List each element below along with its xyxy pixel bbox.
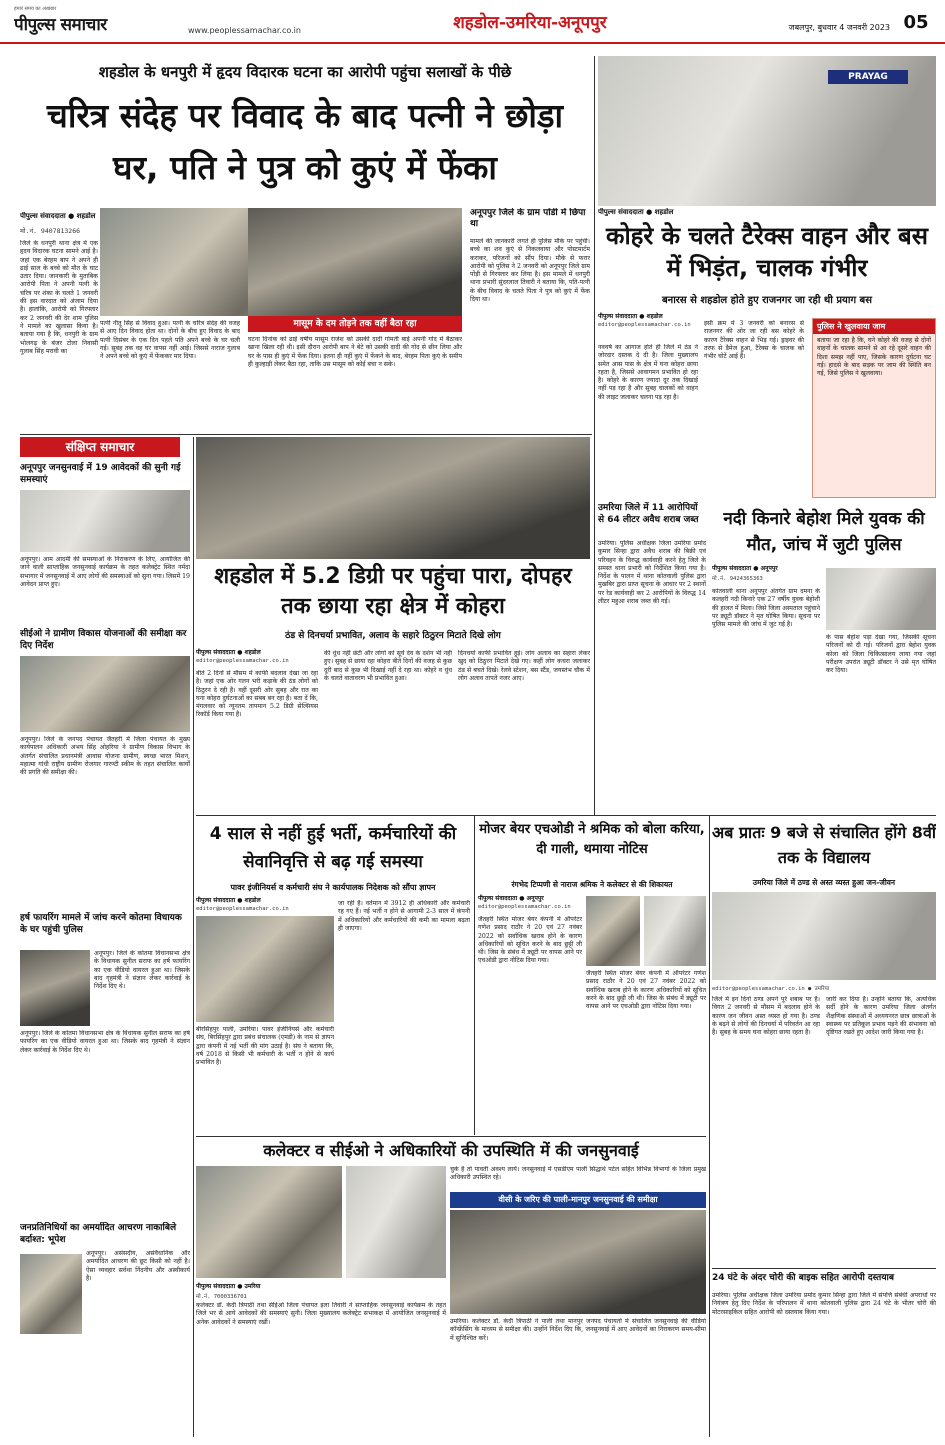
- hearing-photo-1: [196, 1166, 342, 1278]
- samachar-1-photo: [20, 490, 190, 552]
- recruit-email: editor@peoplessamachar.co.in: [196, 906, 289, 912]
- lead-body-4: मामले की जानकारी लगते ही पुलिस मौके पर पहुंची। बच्चे का शव कुएं से निकलवाया और पोस्टमार्टम कराकर, परिजनों को सौंप दिया। मौके से फरार आरोपी को पुलिस ने 2 जनवरी को अनूपपुर जिले ग्राम पोंड़ी से गिरफ्तार कर लिया है। इस मामले में धनपुरी थाना प्रभारी सुंदरलाल तिवारी ने बताया कि, पति-पत्नी के बीच विवाद के चलते पिता ने पुत्र को कुएं में फेंक दिया था।: [470, 238, 590, 304]
- dateline: जबलपुर, बुधवार 4 जनवरी 2023: [788, 23, 890, 32]
- bus-name-board: PRAYAG: [828, 70, 908, 84]
- masthead: [0, 0, 945, 44]
- samachar-3-title: हर्ष फायरिंग मामले में जांच करने कोतमा विधायक के घर पहुंची पुलिस: [20, 913, 182, 935]
- crash-subhead: बनारस से शहडोल होते हुए राजनगर जा रही थी प्रयाग बस: [661, 295, 873, 306]
- cold-subhead: ठंड से दिनचर्या प्रभावित, अलाव के सहारे ठिठुरन मिटाते दिखे लोग: [285, 631, 501, 641]
- crash-headline: कोहरे के चलते टैरेक्स वाहन और बस में भिड़ंत, चालक गंभीर: [606, 222, 928, 282]
- crash-byline-2: पीपुल्स संवाददाता ● शहडोल: [598, 313, 663, 320]
- crash-body-1: नववर्ष का आगाज होते ही जिले में ठंड ने जोरदार दस्तक दे दी है। जिला मुख्यालय समेत आस पास के क्षेत्र में घना कोहरा छाया रहता है, जिससे आवागमन प्रभावित हो रहा है। कोहरे के कारण ज्यादा दूर तक दिखाई नहीं पड़ रहा है और सुबह चालकों को वाहन की लाइट जलाकर चलना पड़ रहा है।: [598, 344, 698, 401]
- cold-headline: शहडोल में 5.2 डिग्री पर पहुंचा पारा, दोपहर तक छाया रहा क्षेत्र में कोहरा: [214, 564, 572, 619]
- mozar-body-cont: जैतहरी स्थित मोजर बेयर कंपनी में ऑपरेटर गणेश प्रसाद राठौर ने 20 एवं 27 नवंबर 2022 को सर्वाधिक खराब होने के कारण अधिकारियों को सूचित करने के बाद छुट्टी ली थी। जिस के संबंध में ड्यूटी पर वापस आने पर एचओडी द्वारा नोटिस दिया गया।: [586, 970, 706, 1011]
- rule-col-1: [193, 437, 194, 1437]
- crash-photo: [598, 56, 936, 206]
- rule-mid: [196, 815, 936, 816]
- samachar-2-body: अनूपपुर। जिले के जनपद पंचायत जैतहरी में जिला पंचायत के मुख्य कार्यपालन अधिकारी अभय सिंह ओहरिया ने ग्रामीण विकास विभाग के अंतर्गत संचालित प्रधानमंत्री आवास योजना ग्रामीण, स्वच्छ भारत मिशन, महात्मा गांधी राष्ट्रीय ग्रामीण रोजगार गारण्टी स्कीम के तहत संचालित कार्यों की प्रगति की समीक्षा की।: [20, 736, 190, 777]
- hearing-mob: मो.नं. 7000336701: [196, 1294, 247, 1300]
- bike-headline: 24 घंटे के अंदर चोरी की बाइक सहित आरोपी दस्तयाब: [712, 1273, 895, 1283]
- logo: [14, 6, 184, 40]
- lead-kicker: शहडोल के धनपुरी में हृदय विदारक घटना का आरोपी पहुंचा सलाखों के पीछे: [98, 63, 512, 81]
- samachar-3-body: अनूपपुर। जिले के कोतमा विधानसभा क्षेत्र के विधायक सुनील सराफ का हर्ष फायरिंग का एक वीडियो वायरल हुआ था। जिसके बाद गृहमंत्री ने संज्ञान लेकर कार्रवाई के निर्देश दिए थे।: [94, 950, 190, 991]
- hearing-vc-body: उमरिया। कलेक्टर डॉ. केदी त्रिपाठी ने पाली तथा मानपुर जनपद पंचायतों में संचालित जनसुनवाई की वीडियो कॉन्फ्रेंसिंग के माध्यम से समीक्षा की। उन्होंने निर्देश दिए कि, जनसुनवाई में आए आवेदनों का निराकरण समय-सीमा में सुनिश्चित करें।: [450, 1318, 706, 1342]
- lead-photo-well: [248, 208, 462, 316]
- river-byline: पीपुल्स संवाददाता ● अनूपपुर: [712, 565, 778, 572]
- recruit-body-1: बीरसिंहपुर पाली, उमरिया। पावर इंजीनियर्स और कर्मचारी संघ, बिरसिंहपुर द्वारा प्रबंध संचालक (एमडी) के नाम से ज्ञापन द्वारा कंपनी में नई भर्ती की मांग उठाई है। संघ ने बताया कि, वर्ष 2018 से किसी भी कर्मचारी के भर्ती न होने से कार्य प्रभावित है।: [196, 1026, 334, 1067]
- lead-body-1: जिले के धनपुरी थाना क्षेत्र में एक हृदय विदारक घटना सामने आई है। जहां एक बेरहम बाप ने अपने ही ढाई साल के बच्चे को मौत के घाट उतार दिया। जानकारी के मुताबिक आरोपी पिता ने अपनी पत्नी के चरित्र पर शंका के चलते 1 जनवरी की इस वारदात को अंजाम दिया है। हालांकि, आरोपी को गिरफ्तार कर 2 जनवरी की देर शाम पुलिस ने मामले का खुलासा किया है। बताया गया है कि, धनपुरी के ग्राम भोलगढ़ के बंजर टोला निवासी गुलाब सिंह मरावी का: [20, 240, 98, 355]
- school-headline: अब प्रातः 9 बजे से संचालित होंगे 8वीं तक के विद्यालय: [712, 823, 936, 867]
- lead-byline: पीपुल्स संवाददाता ● शहडोल: [20, 212, 96, 220]
- school-body-1: जिले में इन दिनों ठण्ड अपने पूरे शबाब पर है। विगत 2 जनवरी से मौसम में बदलाव होने के कारण जन जीवन अस्त व्यस्त हो गया है। ठण्ड के बढ़ने से लोगों की दिनचर्या में परिवर्तन आ रहा है। सुबह के समय घना कोहरा छाया रहता है।: [712, 996, 820, 1037]
- recruit-subhead: पावर इंजीनियर्स व कर्मचारी संघ ने कार्यपालक निदेशक को सौंपा ज्ञापन: [230, 883, 436, 892]
- hearing-body-2: चुके है तो पावती अवश्य लायें। जनसुनवाई में एसडीएम पाली सिद्धार्थ पटेल सहित विभिन्न विभागों के जिला प्रमुख अधिकारी उपस्थित रहे।: [450, 1166, 706, 1182]
- crash-byline: पीपुल्स संवाददाता ● शहडोल: [598, 208, 674, 216]
- samachar-label: संक्षिप्त समाचार: [20, 437, 180, 457]
- river-mob: मो.नं. 9424365363: [712, 576, 763, 582]
- lead-body-3: घटना दिनांक को ढाई वर्षीय मासूम राजेश को उसकी दादी गोमती बाई अपनी गोद में बैठाकर खाना खिला रही थी। इसी दौरान आरोपी बाप ने बेटे को उसकी दादी की गोद से छीन लिया और घर के पास ही कुएं में फेंक दिया। इतना ही नहीं कुएं में फेंकने के बाद, बेरहम पिता कुएं के समीप ही कुल्हाड़ी लेकर बैठा रहा, ताकि उस मासूम को कोई बचा न सके।: [248, 336, 462, 368]
- samachar-1-body: अनूपपुर। आम आदमी की समस्याओं के निराकरण के लिए, आयोजित की जाने वाली साप्ताहिक जनसुनवाई कार्यक्रम के तहत कलेक्ट्रेट स्थित नर्मदा सभागार में जनसुनवाई में आए लोगों की समस्याओं को सुना गया। जिसमें 19 आवेदन प्राप्त हुए।: [20, 556, 190, 588]
- samachar-3-photo: [20, 950, 90, 1026]
- mozar-subhead: रंगभेद टिप्पणी से नाराज श्रमिक ने कलेक्टर से की शिकायत: [511, 880, 673, 889]
- mozar-headline: मोजर बेयर एचओडी ने श्रमिक को बोला करिया, दी गाली, थमाया नोटिस: [479, 822, 705, 857]
- cold-photo: [196, 437, 590, 559]
- school-subhead: उमरिया जिले में ठण्ड से अस्त व्यस्त हुआ जन-जीवन: [752, 878, 896, 887]
- liquor-body: उमरिया। पुलिस अधीक्षक जिला उमरिया प्रमोद कुमार सिन्हा द्वारा अवैध शराब की बिक्री एवं परिवहन के विरुद्ध कार्यवाही करने हेतु जिले के समस्त थाना प्रभारी को निर्देशित किया गया है। निर्देश के पालन में थाना कोतवाली पुलिस द्वारा मुखबिर द्वारा प्राप्त सूचना के आधार पर 2 स्थानों पर रेड कार्यवाही कर 2 आरोपियों के विरुद्ध 14 लीटर महुआ शराब जब्त की गई।: [598, 540, 706, 606]
- school-body-2: जारी कर दिया है। उन्होंने बताया कि, अत्यधिक सर्दी होने के कारण उमरिया जिला अंतर्गत शैक्षणिक संस्थाओं में अध्ययनरत छात्र छात्राओं के स्वास्थ्य पर प्रतिकूल प्रभाव पड़ने की संभावना को दृष्टिगत रखते हुए आदेश जारी किया गया है।: [826, 996, 936, 1037]
- samachar-2-photo: [20, 656, 190, 732]
- crash-box-body: बताया जा रहा है कि, घने कोहरे की वजह से दोनों वाहनों के चालक सामने से आ रहे दूसरे वाहन की दिशा समझ नहीं पाए, जिसके कारण दुर्घटना घट गई। हादसे के बाद सड़क पर जाम की स्थिति बन गई, जिसे पुलिस ने खुलवाया।: [817, 337, 931, 378]
- mozar-email: editor@peoplessamachar.co.in: [478, 904, 571, 910]
- lead-mob: मो.नं. 9407813266: [20, 227, 81, 235]
- samachar-3-body-cont: अनूपपुर। जिले के कोतमा विधानसभा क्षेत्र के विधायक सुनील सराफ का हर्ष फायरिंग का एक वीडियो वायरल हुआ था। जिसके बाद गृहमंत्री ने संज्ञान लेकर कार्रवाई के निर्देश दिए थे।: [20, 1030, 190, 1054]
- river-photo: [826, 568, 936, 630]
- logo-tagline: हमारे समय का अखबार: [14, 6, 57, 12]
- mozar-photo-notice: [644, 896, 706, 966]
- cold-body-1: बीते 2 दिनों से मौसम में काफी बदलाव देखा जा रहा है। जहां एक ओर गलन भरी कड़ाके की ठंड लोगों को ठिठुरन दे रही है। वहीं दूसरी ओर सुबह और रात का घना कोहरा दुर्घटनाओं का सबब बन रहा है। बता दें कि, मंगलवार को न्यूनतम तापमान 5.2 डिग्री सेल्सियस रिकॉर्ड किया गया है।: [196, 670, 318, 719]
- lead-headline: चरित्र संदेह पर विवाद के बाद पत्नी ने छोड़ा घर, पति ने पुत्र को कुएं में फेंका: [46, 96, 564, 187]
- mozar-photo-worker: [586, 896, 640, 966]
- crash-email: editor@peoplessamachar.co.in: [598, 322, 691, 328]
- lead-photo-caption: मासूम के दम तोड़ने तक वहीं बैठा रहा: [248, 316, 462, 332]
- rule-hearing-top: [196, 1136, 706, 1137]
- cold-body-2: की धुंध नहीं छंटी और लोगों को सूर्य देव के दर्शन भी नहीं हुए। सुबह से छाया रहा कोहरा बीते दिनों की वजह से कुछ दूरी बाद से कुछ भी दिखाई नहीं दे रहा था। कोहरे व धुंध के चलते वातावरण भी प्रभावित हुआ।: [324, 650, 452, 682]
- hearing-photo-2: [346, 1166, 446, 1278]
- rule-bike-top: [712, 1268, 936, 1269]
- samachar-4-photo: [20, 1254, 82, 1334]
- cold-byline: पीपुल्स संवाददाता ● शहडोल: [196, 649, 261, 656]
- mozar-body: जैतहरी स्थित मोजर बेयर कंपनी में ऑपरेटर गणेश प्रसाद राठौर ने 20 एवं 27 नवंबर 2022 को सर्वाधिक खराब होने के कारण अधिकारियों को सूचित करने के बाद छुट्टी ली थी। जिस के संबंध में ड्यूटी पर वापस आने पर एचओडी द्वारा नोटिस दिया गया।: [478, 916, 582, 965]
- hearing-headline: कलेक्टर व सीईओ ने अधिकारियों की उपस्थिति में की जनसुनवाई: [263, 1141, 639, 1160]
- rule-lead-bottom: [20, 434, 592, 435]
- cold-email: editor@peoplessamachar.co.in: [196, 658, 289, 664]
- river-body-2: के पास बेहोश पड़ा देखा गया, जिसकी सूचना परिजनों को दी गई। परिजनों द्वारा बेहोश युवक कोला को जिला चिकित्सालय लाया गया जहां परीक्षण उपरांत ड्यूटी डॉक्टर ने उसे मृत घोषित कर दिया।: [826, 634, 936, 675]
- river-body-1: कोतवाली थाना अनूपपुर अंतर्गत ग्राम दमना के कलहरी नदी किनारे एक 27 वर्षीय युवक बेहोशी की हालत में मिला। जिसे जिला अस्पताल पहुंचाने पर ड्यूटी डॉक्टर ने मृत घोषित किया। सूचना पर पुलिस मामले की जांच में जुट गई है।: [712, 588, 820, 629]
- recruit-body-2: जा रही है। वर्तमान में 3912 ही अधिकारी और कर्मचारी रह गए हैं। नई भर्ती न होने से आगामी 2-3 साल में कंपनी में अधिकारियों और कर्मचारियों की कमी का मामला बढ़ता ही जाएगा।: [338, 900, 470, 932]
- liquor-headline: उमरिया जिले में 11 आरोपियों से 64 लीटर अवैध शराब जब्त: [598, 503, 699, 525]
- lead-body-2: पत्नी नीतू सिंह से विवाद हुआ। पत्नी के चरित्र संदेह की वजह से आए दिन विवाद होता था। दोनों के बीच हुए विवाद के बाद पत्नी दिसंबर के एक दिन पहले पति अपने बच्चे के घर चली गई। सुबह तक वह घर वापस नहीं आई। जिससे नाराज गुलाब ने अपने बच्चे को कुएं में फेंककर मार दिया।: [100, 320, 240, 361]
- page-number: 05: [903, 12, 929, 33]
- logo-text: पीपुल्स समाचार: [14, 15, 107, 35]
- crash-box: [812, 318, 936, 498]
- samachar-4-title: जनप्रतिनिधियों का अमर्यादित आचरण नाकाबिले बर्दाश्त: भूपेश: [20, 1223, 177, 1245]
- recruit-headline: 4 साल से नहीं हुई भर्ती, कर्मचारियों की सेवानिवृत्ति से बढ़ गई समस्या: [209, 824, 457, 872]
- lead-side-kicker: अनूपपुर जिले के ग्राम पोंडी में छिपा था: [470, 208, 586, 229]
- mozar-byline: पीपुल्स संवाददाता ● अनूपपुर: [478, 895, 544, 902]
- rule-col-center: [594, 56, 595, 816]
- cold-body-3: दिनचर्या काफी प्रभावित हुई। लोग अलाव का सहारा लेकर खुद को ठिठुरन मिटाते देखे गए। कहीं लोग कचरा जलाकर ठंड से बचते दिखे। रेलवे स्टेशन, बस स्टैंड, जयस्तंभ चौक में लोग अलाव तापते नजर आए।: [458, 650, 590, 682]
- samachar-2-title: सीईओ ने ग्रामीण विकास योजनाओं की समीक्षा कर दिए निर्देश: [20, 629, 187, 651]
- samachar-4-body: अनूपपुर। असंसदीय, असंवैधानिक और अमर्यादित आचरण की छूट किसी को नहीं है। ऐसा व्यवहार सर्वथा निंदनीय और अस्वीकार्य है।: [86, 1250, 190, 1282]
- samachar-1-title: अनूपपुर जनसुनवाई में 19 आवेदकों की सुनी गई समस्याएं: [20, 463, 181, 485]
- rule-col-4: [709, 815, 710, 1437]
- bike-body: उमरिया। पुलिस अधीक्षक जिला उमरिया प्रमोद कुमार सिन्हा द्वारा जिले में संपत्ति संबंधी अपराधों पर नियंत्रण हेतु दिए निर्देश के परिपालन में थाना कोतवाली पुलिस द्वारा 24 घंटे के भीतर चोरी की मोटरसाइकिल सहित आरोपी को दस्तयाब किया गया।: [712, 1292, 936, 1316]
- school-byline: editor@peoplessamachar.co.in ● उमरिया: [712, 986, 830, 992]
- hearing-byline: पीपुल्स संवाददाता ● उमरिया: [196, 1283, 261, 1290]
- recruit-photo: [196, 916, 334, 1022]
- site-url[interactable]: www.peoplessamachar.co.in: [188, 26, 301, 35]
- hearing-vc-photo: [450, 1210, 706, 1314]
- crash-body-2: इसी क्रम में 3 जनवरी को बनारस से राजनगर की ओर जा रही बस कोहरे के कारण टैरेक्स वाहन से भिड़ गई। ड्राइवर की तरफ से डैमेज हुआ, टैरेक्स के चालक को गंभीर चोटें आई हैं।: [704, 320, 804, 361]
- river-headline: नदी किनारे बेहोश मिले युवक की मौत, जांच में जुटी पुलिस: [723, 509, 925, 555]
- section-title: शहडोल-उमरिया-अनूपपुर: [453, 13, 607, 33]
- recruit-byline: पीपुल्स संवाददाता ● शहडोल: [196, 897, 261, 904]
- hearing-vc-title: वीसी के जरिए की पाली-मानपुर जनसुनवाई की समीक्षा: [450, 1192, 706, 1208]
- rule-col-3: [474, 815, 475, 1135]
- crash-box-title: पुलिस ने खुलवाया जाम: [813, 319, 935, 334]
- school-photo: [712, 892, 936, 980]
- hearing-body-1: कलेक्टर डॉ. केदी त्रिपाठी तथा सीईओ जिला पंचायत इला तिवारी ने साप्ताहिक जनसुनवाई कार्यक्रम के तहत जिले भर से आये आवेदकों की समस्याएं सुनी। जिला मुख्यालय कलेक्ट्रेट सभाकक्ष में आयोजित जनसुनवाई में अनेक आवेदकों ने समस्याएं रखीं।: [196, 1302, 446, 1326]
